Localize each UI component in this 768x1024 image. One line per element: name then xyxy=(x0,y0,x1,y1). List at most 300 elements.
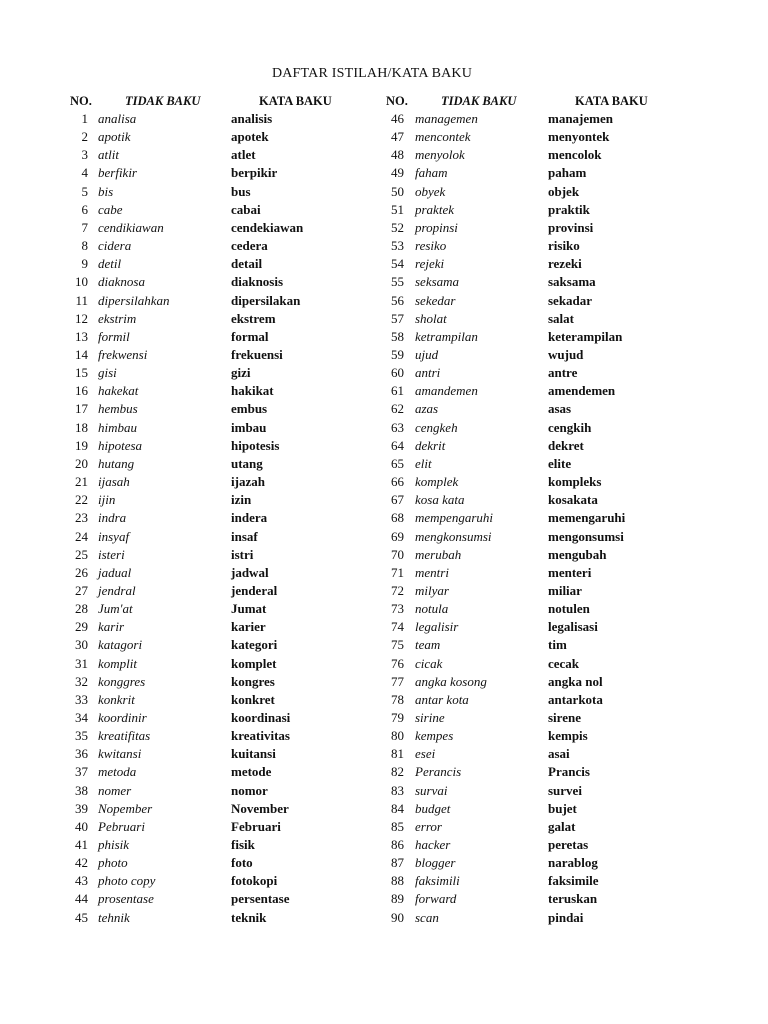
kata-baku-word-right: survei xyxy=(548,782,582,798)
kata-baku-word-left: apotek xyxy=(231,129,269,145)
row-number-right: 81 xyxy=(391,746,404,762)
kata-baku-word-left: detail xyxy=(231,256,263,272)
kata-baku-word-right: wujud xyxy=(548,346,584,362)
row-number-left: 20 xyxy=(75,455,88,471)
kata-baku-word-right: peretas xyxy=(548,837,589,852)
tidak-baku-word-left: hipotesa xyxy=(98,437,143,453)
kata-baku-word-right: elite xyxy=(548,455,572,471)
row-number-left: 42 xyxy=(75,855,88,871)
kata-baku-word-right: mencolok xyxy=(548,147,602,163)
tidak-baku-word-left: apotik xyxy=(98,129,131,145)
row-number-left: 12 xyxy=(75,310,88,326)
tidak-baku-word-left: jendral xyxy=(98,582,136,598)
kata-baku-word-right: dekret xyxy=(548,437,584,453)
tidak-baku-word-right: blogger xyxy=(415,855,456,871)
row-number-left: 2 xyxy=(81,129,88,145)
tidak-baku-word-right: ketrampilan xyxy=(415,328,478,344)
tidak-baku-word-right: mentri xyxy=(415,564,449,580)
kata-baku-word-right: narablog xyxy=(548,855,598,871)
row-number-right: 76 xyxy=(391,655,404,671)
tidak-baku-word-right: azas xyxy=(415,401,439,417)
tidak-baku-word-left: dipersilahkan xyxy=(98,292,170,308)
tidak-baku-word-right: amandemen xyxy=(415,383,478,399)
table-row xyxy=(0,618,768,636)
header-kata-baku-left: KATA BAKU xyxy=(259,94,332,108)
row-number-right: 89 xyxy=(391,891,404,907)
kata-baku-word-right: cengkih xyxy=(548,419,592,435)
tidak-baku-word-right: forward xyxy=(415,891,457,907)
table-row xyxy=(0,491,768,509)
row-number-right: 61 xyxy=(391,383,404,399)
kata-baku-word-right: antre xyxy=(548,365,578,381)
kata-baku-word-right: kosakata xyxy=(548,492,598,508)
tidak-baku-word-right: sholat xyxy=(415,310,447,326)
row-number-right: 47 xyxy=(391,129,404,145)
row-number-right: 55 xyxy=(391,274,404,290)
table-row xyxy=(0,546,768,564)
kata-baku-word-left: Februari xyxy=(231,818,281,834)
row-number-left: 25 xyxy=(75,546,88,562)
tidak-baku-word-right: milyar xyxy=(415,582,449,598)
tidak-baku-word-left: hutang xyxy=(98,455,135,471)
table-row xyxy=(0,400,768,418)
kata-baku-word-right: tim xyxy=(548,637,567,653)
row-number-left: 23 xyxy=(75,510,88,526)
tidak-baku-word-left: frekwensi xyxy=(98,346,148,362)
kata-baku-word-right: cecak xyxy=(548,655,580,671)
kata-baku-word-right: bujet xyxy=(548,800,577,816)
kata-baku-word-right: rezeki xyxy=(548,256,582,272)
table-row xyxy=(0,419,768,437)
row-number-right: 87 xyxy=(391,855,404,871)
kata-baku-word-left: dipersilakan xyxy=(231,292,301,308)
table-row xyxy=(0,836,768,854)
kata-baku-word-left: izin xyxy=(231,492,252,508)
table-row xyxy=(0,745,768,763)
table-row xyxy=(0,909,768,927)
kata-baku-word-right: miliar xyxy=(548,582,582,598)
row-number-left: 26 xyxy=(75,564,88,580)
kata-baku-word-right: praktik xyxy=(548,201,590,217)
document-title: DAFTAR ISTILAH/KATA BAKU xyxy=(271,66,473,81)
kata-baku-word-left: nomor xyxy=(231,782,268,798)
table-row xyxy=(0,273,768,291)
tidak-baku-word-left: metoda xyxy=(98,764,137,780)
row-number-right: 70 xyxy=(391,546,404,562)
header-no-right: NO. xyxy=(386,94,408,108)
table-row xyxy=(0,890,768,908)
row-number-right: 56 xyxy=(391,292,404,308)
header-no-left: NO. xyxy=(70,94,92,108)
row-number-right: 62 xyxy=(391,401,404,417)
header-kata-baku-right: KATA BAKU xyxy=(575,94,648,108)
kata-baku-word-left: ijazah xyxy=(231,474,265,489)
kata-baku-word-left: foto xyxy=(231,855,253,871)
table-row xyxy=(0,128,768,146)
tidak-baku-word-right: notula xyxy=(415,601,449,616)
table-row xyxy=(0,600,768,618)
kata-baku-word-left: jenderal xyxy=(231,582,278,598)
tidak-baku-word-left: photo copy xyxy=(98,873,156,889)
kata-baku-word-right: Prancis xyxy=(548,764,590,780)
tidak-baku-word-right: error xyxy=(415,818,442,834)
row-number-left: 5 xyxy=(81,183,88,199)
tidak-baku-word-right: cengkeh xyxy=(415,419,458,435)
kata-baku-word-left: insaf xyxy=(231,528,258,544)
tidak-baku-word-right: faham xyxy=(415,165,448,181)
kata-baku-word-left: kategori xyxy=(231,637,278,653)
row-number-right: 72 xyxy=(391,582,404,598)
row-number-left: 19 xyxy=(75,437,88,453)
table-row xyxy=(0,473,768,491)
tidak-baku-word-right: budget xyxy=(415,800,451,816)
header-tidak-baku-right: TIDAK BAKU xyxy=(441,94,517,108)
kata-baku-word-left: cedera xyxy=(231,238,268,253)
table-row xyxy=(0,255,768,273)
row-number-right: 64 xyxy=(391,437,404,453)
kata-baku-word-left: imbau xyxy=(231,419,267,435)
tidak-baku-word-right: antar kota xyxy=(415,691,469,707)
row-number-left: 14 xyxy=(75,346,88,362)
kata-baku-word-right: kompleks xyxy=(548,474,602,489)
tidak-baku-word-left: hakekat xyxy=(98,383,139,399)
row-number-right: 73 xyxy=(391,601,404,616)
kata-baku-word-left: embus xyxy=(231,401,268,417)
table-row xyxy=(0,655,768,673)
kata-baku-word-right: asas xyxy=(548,401,572,417)
kata-baku-word-right: paham xyxy=(548,165,587,181)
kata-baku-word-left: fisik xyxy=(231,837,255,852)
table-row xyxy=(0,437,768,455)
row-number-left: 13 xyxy=(75,328,88,344)
kata-baku-word-left: diaknosis xyxy=(231,274,284,290)
kata-baku-word-left: komplet xyxy=(231,655,277,671)
kata-baku-word-right: provinsi xyxy=(548,219,594,235)
kata-baku-word-left: analisis xyxy=(231,111,273,126)
row-number-right: 49 xyxy=(391,165,404,181)
tidak-baku-word-right: seksama xyxy=(415,274,460,290)
tidak-baku-word-right: survai xyxy=(415,782,448,798)
tidak-baku-word-right: mengkonsumsi xyxy=(415,528,492,544)
row-number-right: 46 xyxy=(391,111,404,126)
tidak-baku-word-left: prosentase xyxy=(98,891,154,907)
tidak-baku-word-left: ijin xyxy=(98,492,116,508)
tidak-baku-word-right: angka kosong xyxy=(415,673,487,689)
tidak-baku-word-left: atlit xyxy=(98,147,119,163)
tidak-baku-word-left: jadual xyxy=(98,564,132,580)
table-row xyxy=(0,763,768,781)
row-number-left: 3 xyxy=(81,147,88,163)
row-number-right: 66 xyxy=(391,474,404,489)
table-row xyxy=(0,782,768,800)
kata-baku-word-left: teknik xyxy=(231,909,267,925)
tidak-baku-word-left: katagori xyxy=(98,637,143,653)
kata-baku-word-left: kongres xyxy=(231,673,275,689)
kata-baku-word-right: sekadar xyxy=(548,292,593,308)
table-row xyxy=(0,727,768,745)
table-row xyxy=(0,346,768,364)
tidak-baku-word-right: team xyxy=(415,637,441,653)
tidak-baku-word-left: cabe xyxy=(98,201,123,217)
row-number-left: 1 xyxy=(81,111,88,126)
tidak-baku-word-left: kwitansi xyxy=(98,746,142,762)
row-number-right: 84 xyxy=(391,800,404,816)
row-number-left: 36 xyxy=(75,746,88,762)
row-number-right: 82 xyxy=(391,764,404,780)
row-number-right: 48 xyxy=(391,147,404,163)
row-number-left: 40 xyxy=(75,818,88,834)
table-row xyxy=(0,382,768,400)
kata-baku-word-right: legalisasi xyxy=(548,619,598,635)
kata-baku-word-right: angka nol xyxy=(548,673,603,689)
tidak-baku-word-right: rejeki xyxy=(415,256,445,272)
row-number-left: 37 xyxy=(75,764,88,780)
row-number-left: 31 xyxy=(75,655,88,671)
kata-baku-word-left: hakikat xyxy=(231,383,274,399)
row-number-right: 77 xyxy=(391,673,404,689)
tidak-baku-word-right: sekedar xyxy=(415,292,456,308)
table-row xyxy=(0,509,768,527)
tidak-baku-word-right: legalisir xyxy=(415,619,459,635)
row-number-right: 78 xyxy=(391,691,404,707)
row-number-left: 24 xyxy=(75,528,88,544)
kata-baku-word-left: persentase xyxy=(231,891,290,907)
table-row xyxy=(0,364,768,382)
kata-baku-word-right: asai xyxy=(548,746,570,762)
table-row xyxy=(0,818,768,836)
table-row xyxy=(0,237,768,255)
table-row xyxy=(0,564,768,582)
row-number-left: 16 xyxy=(75,383,88,399)
table-row xyxy=(0,582,768,600)
row-number-right: 69 xyxy=(391,528,404,544)
tidak-baku-word-left: cidera xyxy=(98,238,132,253)
row-number-right: 86 xyxy=(391,837,404,852)
row-number-right: 74 xyxy=(391,619,404,635)
row-number-right: 80 xyxy=(391,728,404,744)
tidak-baku-word-left: ijasah xyxy=(98,474,130,489)
tidak-baku-word-left: gisi xyxy=(98,365,117,381)
table-row xyxy=(0,872,768,890)
row-number-right: 54 xyxy=(391,256,404,272)
row-number-left: 4 xyxy=(81,165,88,181)
table-row xyxy=(0,673,768,691)
kata-baku-word-left: indera xyxy=(231,510,268,526)
row-number-left: 35 xyxy=(75,728,88,744)
tidak-baku-word-right: propinsi xyxy=(415,219,458,235)
row-number-right: 50 xyxy=(391,183,404,199)
kata-baku-word-left: November xyxy=(231,800,289,816)
kata-baku-word-right: objek xyxy=(548,183,580,199)
kata-baku-word-right: amendemen xyxy=(548,383,616,399)
kata-baku-word-right: galat xyxy=(548,818,576,834)
tidak-baku-word-left: photo xyxy=(98,855,128,871)
row-number-right: 75 xyxy=(391,637,404,653)
kata-baku-word-right: saksama xyxy=(548,274,596,290)
row-number-left: 45 xyxy=(75,909,88,925)
table-row xyxy=(0,219,768,237)
tidak-baku-word-right: hacker xyxy=(415,837,451,852)
tidak-baku-word-left: Pebruari xyxy=(98,818,145,834)
row-number-right: 57 xyxy=(391,310,404,326)
row-number-right: 67 xyxy=(391,492,404,508)
kata-baku-word-right: teruskan xyxy=(548,891,598,907)
row-number-left: 8 xyxy=(81,238,88,253)
tidak-baku-word-left: isteri xyxy=(98,546,125,562)
kata-baku-word-left: frekuensi xyxy=(231,346,283,362)
row-number-right: 52 xyxy=(391,219,404,235)
row-number-left: 22 xyxy=(75,492,88,508)
tidak-baku-word-left: konkrit xyxy=(98,691,135,707)
tidak-baku-word-left: bis xyxy=(98,183,114,199)
tidak-baku-word-right: resiko xyxy=(415,238,447,253)
kata-baku-word-left: berpikir xyxy=(231,165,278,181)
table-row xyxy=(0,164,768,182)
table-row xyxy=(0,292,768,310)
tidak-baku-word-right: mempengaruhi xyxy=(415,510,493,526)
row-number-left: 17 xyxy=(75,401,88,417)
row-number-left: 30 xyxy=(75,637,88,653)
kata-baku-word-right: salat xyxy=(548,310,574,326)
table-row xyxy=(0,310,768,328)
tidak-baku-word-left: himbau xyxy=(98,419,137,435)
tidak-baku-word-right: esei xyxy=(415,746,436,762)
row-number-right: 59 xyxy=(391,346,404,362)
kata-baku-word-left: karier xyxy=(231,619,266,635)
tidak-baku-word-right: kosa kata xyxy=(415,492,465,508)
tidak-baku-word-left: formil xyxy=(98,328,130,344)
row-number-right: 60 xyxy=(391,365,404,381)
tidak-baku-word-left: detil xyxy=(98,256,122,272)
tidak-baku-word-left: berfikir xyxy=(98,165,137,181)
row-number-left: 43 xyxy=(75,873,88,889)
kata-baku-word-right: memengaruhi xyxy=(548,510,626,526)
kata-baku-word-right: keterampilan xyxy=(548,328,623,344)
row-number-left: 15 xyxy=(75,365,88,381)
row-number-right: 53 xyxy=(391,238,404,253)
table-row xyxy=(0,183,768,201)
kata-baku-word-right: risiko xyxy=(548,238,580,253)
row-number-right: 68 xyxy=(391,510,404,526)
row-number-left: 29 xyxy=(75,619,88,635)
tidak-baku-word-left: konggres xyxy=(98,673,146,689)
tidak-baku-word-left: ekstrim xyxy=(98,310,137,326)
tidak-baku-word-left: nomer xyxy=(98,782,132,798)
kata-baku-word-left: ekstrem xyxy=(231,310,276,326)
table-row xyxy=(0,636,768,654)
table-row xyxy=(0,854,768,872)
row-number-left: 6 xyxy=(81,201,88,217)
kata-baku-word-left: gizi xyxy=(231,365,251,381)
table-row xyxy=(0,691,768,709)
kata-baku-word-right: notulen xyxy=(548,601,590,616)
kata-baku-word-left: koordinasi xyxy=(231,709,291,725)
row-number-right: 65 xyxy=(391,455,404,471)
kata-baku-word-left: kuitansi xyxy=(231,746,276,762)
row-number-left: 18 xyxy=(75,419,88,435)
tidak-baku-word-right: Perancis xyxy=(415,764,462,780)
kata-baku-word-right: menteri xyxy=(548,564,592,580)
row-number-left: 21 xyxy=(75,474,88,489)
tidak-baku-word-left: tehnik xyxy=(98,909,130,925)
kata-baku-word-left: formal xyxy=(231,328,269,344)
kata-baku-word-left: cabai xyxy=(231,201,261,217)
kata-baku-word-right: sirene xyxy=(548,709,581,725)
table-row xyxy=(0,328,768,346)
kata-baku-word-right: mengonsumsi xyxy=(548,528,624,544)
row-number-left: 39 xyxy=(75,800,88,816)
tidak-baku-word-right: merubah xyxy=(415,546,462,562)
row-number-right: 63 xyxy=(391,419,404,435)
table-row xyxy=(0,800,768,818)
row-number-left: 27 xyxy=(75,582,88,598)
kata-baku-word-left: fotokopi xyxy=(231,873,278,889)
kata-baku-word-right: faksimile xyxy=(548,873,599,889)
kata-baku-word-left: bus xyxy=(231,183,251,199)
tidak-baku-word-right: faksimili xyxy=(415,873,460,889)
row-number-left: 28 xyxy=(75,601,88,616)
kata-baku-word-left: konkret xyxy=(231,691,275,707)
tidak-baku-word-left: koordinir xyxy=(98,709,147,725)
kata-baku-word-left: istri xyxy=(231,546,254,562)
kata-baku-word-right: menyontek xyxy=(548,129,610,145)
row-number-left: 32 xyxy=(75,673,88,689)
tidak-baku-word-left: insyaf xyxy=(98,528,130,544)
tidak-baku-word-left: diaknosa xyxy=(98,274,145,290)
row-number-right: 90 xyxy=(391,909,404,925)
tidak-baku-word-right: praktek xyxy=(415,201,454,217)
row-number-right: 51 xyxy=(391,201,404,217)
tidak-baku-word-right: ujud xyxy=(415,346,439,362)
kata-baku-word-left: Jumat xyxy=(231,601,267,616)
tidak-baku-word-left: indra xyxy=(98,510,127,526)
row-number-right: 58 xyxy=(391,328,404,344)
tidak-baku-word-right: dekrit xyxy=(415,437,446,453)
kata-baku-word-right: pindai xyxy=(548,909,584,925)
row-number-left: 11 xyxy=(75,292,88,308)
kata-baku-word-left: kreativitas xyxy=(231,728,290,744)
tidak-baku-word-right: antri xyxy=(415,365,441,381)
tidak-baku-word-right: menyolok xyxy=(415,147,465,163)
tidak-baku-word-left: analisa xyxy=(98,111,137,126)
kata-baku-word-right: manajemen xyxy=(548,111,613,126)
tidak-baku-word-left: cendikiawan xyxy=(98,219,164,235)
tidak-baku-word-right: kempes xyxy=(415,728,454,744)
kata-baku-word-left: hipotesis xyxy=(231,437,280,453)
tidak-baku-word-left: kreatifitas xyxy=(98,728,151,744)
header-tidak-baku-left: TIDAK BAKU xyxy=(125,94,201,108)
tidak-baku-word-left: phisik xyxy=(98,837,130,852)
kata-baku-word-right: antarkota xyxy=(548,691,603,707)
row-number-left: 34 xyxy=(75,709,88,725)
kata-baku-word-right: mengubah xyxy=(548,546,607,562)
row-number-right: 71 xyxy=(391,564,404,580)
tidak-baku-word-right: elit xyxy=(415,455,432,471)
tidak-baku-word-left: karir xyxy=(98,619,124,635)
kata-baku-word-left: atlet xyxy=(231,147,256,163)
kata-baku-word-left: cendekiawan xyxy=(231,219,304,235)
table-row xyxy=(0,110,768,128)
tidak-baku-word-right: obyek xyxy=(415,183,446,199)
row-number-right: 79 xyxy=(391,709,404,725)
tidak-baku-word-right: mencontek xyxy=(415,129,471,145)
row-number-left: 41 xyxy=(75,837,88,852)
row-number-left: 10 xyxy=(75,274,88,290)
row-number-right: 85 xyxy=(391,818,404,834)
tidak-baku-word-right: managemen xyxy=(415,111,478,126)
tidak-baku-word-left: hembus xyxy=(98,401,138,417)
row-number-left: 7 xyxy=(81,219,88,235)
